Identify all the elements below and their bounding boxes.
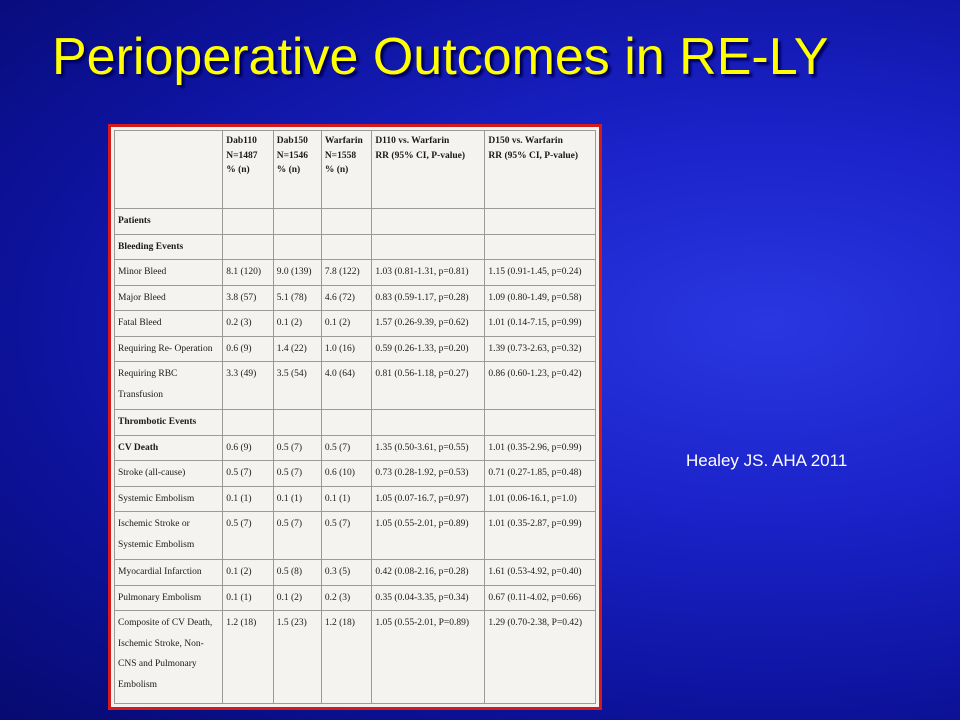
cell-rr110: 1.57 (0.26-9.39, p=0.62) <box>372 311 485 337</box>
cell-rr150: 1.01 (0.35-2.87, p=0.99) <box>485 512 596 560</box>
table-frame <box>108 124 602 710</box>
header-cell-blank <box>115 131 223 209</box>
cell-rr110: 0.59 (0.26-1.33, p=0.20) <box>372 336 485 362</box>
row-label: Myocardial Infarction <box>115 560 223 586</box>
cell-warfarin: 0.5 (7) <box>321 512 372 560</box>
cell-rr150: 1.15 (0.91-1.45, p=0.24) <box>485 260 596 286</box>
table-row <box>115 461 596 487</box>
cell-rr110: 1.05 (0.55-2.01, P=0.89) <box>372 611 485 704</box>
row-label: Requiring RBC Transfusion <box>115 362 223 410</box>
cell-d150: 0.5 (7) <box>273 461 321 487</box>
cell-rr150: 1.29 (0.70-2.38, P=0.42) <box>485 611 596 704</box>
table-row <box>115 585 596 611</box>
cell-d150: 3.5 (54) <box>273 362 321 410</box>
row-label: Requiring Re- Operation <box>115 336 223 362</box>
cell-warfarin: 0.5 (7) <box>321 435 372 461</box>
cell-d110: 3.3 (49) <box>223 362 274 410</box>
cell-rr150: 1.01 (0.14-7.15, p=0.99) <box>485 311 596 337</box>
table-row <box>115 435 596 461</box>
cell-d110: 0.1 (1) <box>223 486 274 512</box>
section-row-bleeding <box>115 234 596 260</box>
section-row-patients <box>115 209 596 235</box>
header-cell-rr150: D150 vs. Warfarin RR (95% CI, P-value) <box>485 131 596 209</box>
table-row <box>115 362 596 410</box>
row-label: Minor Bleed <box>115 260 223 286</box>
header-cell-dab150: Dab150 N=1546 % (n) <box>273 131 321 209</box>
section-label: Patients <box>115 209 223 235</box>
cell-d150: 1.5 (23) <box>273 611 321 704</box>
cell-rr110: 0.42 (0.08-2.16, p=0.28) <box>372 560 485 586</box>
cell-d110: 0.5 (7) <box>223 461 274 487</box>
cell-warfarin: 0.2 (3) <box>321 585 372 611</box>
cell-warfarin: 0.3 (5) <box>321 560 372 586</box>
cell-rr110: 0.81 (0.56-1.18, p=0.27) <box>372 362 485 410</box>
cell-d150: 0.5 (8) <box>273 560 321 586</box>
table-row <box>115 336 596 362</box>
table-header-row <box>115 131 596 209</box>
cell-rr110: 1.05 (0.07-16.7, p=0.97) <box>372 486 485 512</box>
row-label: Major Bleed <box>115 285 223 311</box>
row-label: Fatal Bleed <box>115 311 223 337</box>
row-label: Composite of CV Death, Ischemic Stroke, Non-CNS and Pulmonary Embolism <box>115 611 223 704</box>
cell-warfarin: 4.6 (72) <box>321 285 372 311</box>
cell-d110: 0.5 (7) <box>223 512 274 560</box>
cell-d110: 1.2 (18) <box>223 611 274 704</box>
table-row <box>115 611 596 704</box>
cell-d110: 0.6 (9) <box>223 336 274 362</box>
cell-warfarin: 0.1 (2) <box>321 311 372 337</box>
row-label: Pulmonary Embolism <box>115 585 223 611</box>
header-cell-warfarin: Warfarin N=1558 % (n) <box>321 131 372 209</box>
cell-d110: 8.1 (120) <box>223 260 274 286</box>
row-label: CV Death <box>115 435 223 461</box>
cell-d110: 3.8 (57) <box>223 285 274 311</box>
cell-d110: 0.6 (9) <box>223 435 274 461</box>
slide-title: Perioperative Outcomes in RE-LY <box>52 28 829 86</box>
cell-d150: 0.1 (1) <box>273 486 321 512</box>
row-label: Systemic Embolism <box>115 486 223 512</box>
cell-d150: 0.1 (2) <box>273 311 321 337</box>
cell-warfarin: 7.8 (122) <box>321 260 372 286</box>
cell-rr150: 1.01 (0.35-2.96, p=0.99) <box>485 435 596 461</box>
cell-warfarin: 4.0 (64) <box>321 362 372 410</box>
cell-rr150: 0.71 (0.27-1.85, p=0.48) <box>485 461 596 487</box>
cell-warfarin: 0.1 (1) <box>321 486 372 512</box>
cell-rr150: 1.09 (0.80-1.49, p=0.58) <box>485 285 596 311</box>
table-row <box>115 512 596 560</box>
cell-warfarin: 1.0 (16) <box>321 336 372 362</box>
table-row <box>115 311 596 337</box>
table-row <box>115 285 596 311</box>
row-label: Stroke (all-cause) <box>115 461 223 487</box>
section-label: Thrombotic Events <box>115 410 223 436</box>
cell-rr150: 1.39 (0.73-2.63, p=0.32) <box>485 336 596 362</box>
citation-text: Healey JS. AHA 2011 <box>686 451 848 470</box>
cell-rr150: 0.86 (0.60-1.23, p=0.42) <box>485 362 596 410</box>
cell-d150: 9.0 (139) <box>273 260 321 286</box>
header-cell-rr110: D110 vs. Warfarin RR (95% CI, P-value) <box>372 131 485 209</box>
cell-warfarin: 1.2 (18) <box>321 611 372 704</box>
cell-rr150: 1.61 (0.53-4.92, p=0.40) <box>485 560 596 586</box>
cell-rr110: 1.03 (0.81-1.31, p=0.81) <box>372 260 485 286</box>
cell-rr110: 1.05 (0.55-2.01, p=0.89) <box>372 512 485 560</box>
cell-d110: 0.1 (2) <box>223 560 274 586</box>
cell-d150: 0.5 (7) <box>273 435 321 461</box>
cell-d150: 1.4 (22) <box>273 336 321 362</box>
outcomes-table <box>114 130 596 704</box>
cell-rr110: 0.73 (0.28-1.92, p=0.53) <box>372 461 485 487</box>
cell-d150: 5.1 (78) <box>273 285 321 311</box>
table-row <box>115 560 596 586</box>
cell-d110: 0.2 (3) <box>223 311 274 337</box>
cell-warfarin: 0.6 (10) <box>321 461 372 487</box>
cell-rr150: 0.67 (0.11-4.02, p=0.66) <box>485 585 596 611</box>
row-label: Ischemic Stroke or Systemic Embolism <box>115 512 223 560</box>
cell-d150: 0.1 (2) <box>273 585 321 611</box>
cell-rr110: 0.83 (0.59-1.17, p=0.28) <box>372 285 485 311</box>
cell-d110: 0.1 (1) <box>223 585 274 611</box>
cell-d150: 0.5 (7) <box>273 512 321 560</box>
header-cell-dab110: Dab110 N=1487 % (n) <box>223 131 274 209</box>
section-row-thrombotic <box>115 410 596 436</box>
cell-rr110: 1.35 (0.50-3.61, p=0.55) <box>372 435 485 461</box>
section-label: Bleeding Events <box>115 234 223 260</box>
table-row <box>115 486 596 512</box>
table-row <box>115 260 596 286</box>
cell-rr110: 0.35 (0.04-3.35, p=0.34) <box>372 585 485 611</box>
cell-rr150: 1.01 (0.06-16.1, p=1.0) <box>485 486 596 512</box>
